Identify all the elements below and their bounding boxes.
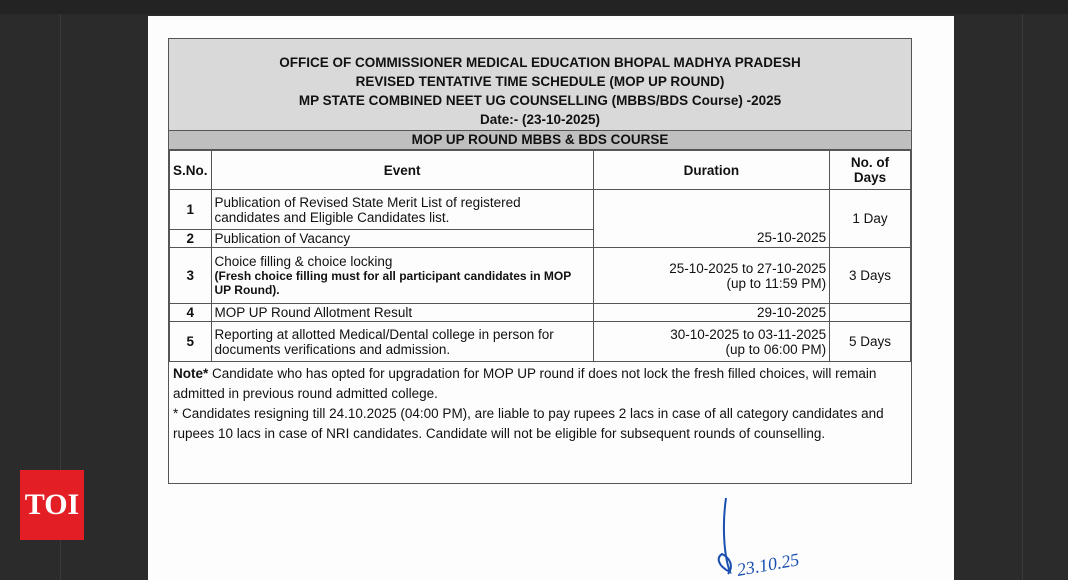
col-event: Event — [211, 151, 593, 190]
row-event: Reporting at allotted Medical/Dental college in person for documents verifications and admission. — [211, 322, 593, 362]
row-event: MOP UP Round Allotment Result — [211, 304, 593, 322]
row-duration-range: 30-10-2025 to 03-11-2025 — [670, 326, 827, 342]
row-duration-note: (up to 06:00 PM) — [725, 341, 827, 357]
header-date: Date:- (23-10-2025) — [479, 112, 601, 127]
header-line-3: MP STATE COMBINED NEET UG COUNSELLING (MBBS/BDS Course) -2025 — [298, 93, 782, 108]
section-title: MOP UP ROUND MBBS & BDS COURSE — [169, 131, 911, 150]
document-page — [148, 16, 954, 580]
row-sno: 1 — [170, 190, 212, 230]
row-event-note: (Fresh choice filling must for all participant candidates in MOP UP Round). — [214, 269, 572, 297]
row-sno: 3 — [170, 248, 212, 304]
row-duration: 29-10-2025 — [593, 304, 829, 322]
row-sno: 5 — [170, 322, 212, 362]
table-row — [170, 190, 911, 230]
header-line-1: OFFICE OF COMMISSIONER MEDICAL EDUCATION BHOPAL MADHYA PRADESH — [279, 55, 801, 70]
table-header-row — [170, 151, 911, 190]
row-duration-range: 25-10-2025 to 27-10-2025 — [669, 260, 827, 276]
note-2: * Candidates resigning till 24.10.2025 (04:00 PM), are liable to pay rupees 2 lacs in case of all category candidates and rupees 10 lacs in case of NRI candidates. Candidate will not be eligible for subsequent rounds of counselling. — [173, 406, 884, 441]
note-text: Candidate who has opted for upgradation for MOP UP round if does not lock the fresh filled choices, will remain admitted in previous round admitted college. — [173, 366, 877, 401]
col-sno: S.No. — [170, 151, 212, 190]
row-days: 5 Days — [830, 322, 911, 362]
table-row — [170, 248, 911, 304]
header-line-2: REVISED TENTATIVE TIME SCHEDULE (MOP UP ROUND) — [355, 74, 725, 89]
row-duration-note: (up to 11:59 PM) — [726, 275, 827, 291]
row-sno: 4 — [170, 304, 212, 322]
row-sno: 2 — [170, 230, 212, 248]
row-event: Publication of Revised State Merit List of registered candidates and Eligible Candidates list. — [211, 190, 593, 230]
row-days: 1 Day — [830, 190, 911, 248]
note-1 — [173, 364, 907, 404]
signature-date: 23.10.25 — [735, 549, 801, 580]
table-row — [170, 304, 911, 322]
top-bar — [0, 0, 1068, 14]
row-event: Publication of Vacancy — [211, 230, 593, 248]
notes — [169, 362, 911, 446]
schedule-document — [168, 38, 912, 484]
row-event-title: Choice filling & choice locking — [214, 254, 393, 269]
row-days — [830, 304, 911, 322]
col-days: No. of Days — [830, 151, 911, 190]
table-row — [170, 322, 911, 362]
col-duration: Duration — [593, 151, 829, 190]
signature-mark — [708, 496, 868, 580]
row-days: 3 Days — [830, 248, 911, 304]
right-divider — [1022, 14, 1023, 580]
schedule-table — [169, 150, 911, 362]
row-duration — [593, 248, 829, 304]
toi-badge: TOI — [20, 470, 84, 540]
row-duration: 25-10-2025 — [593, 190, 829, 248]
note-label: Note* — [173, 366, 209, 381]
row-duration — [593, 322, 829, 362]
document-header — [169, 39, 911, 131]
row-event — [211, 248, 593, 304]
